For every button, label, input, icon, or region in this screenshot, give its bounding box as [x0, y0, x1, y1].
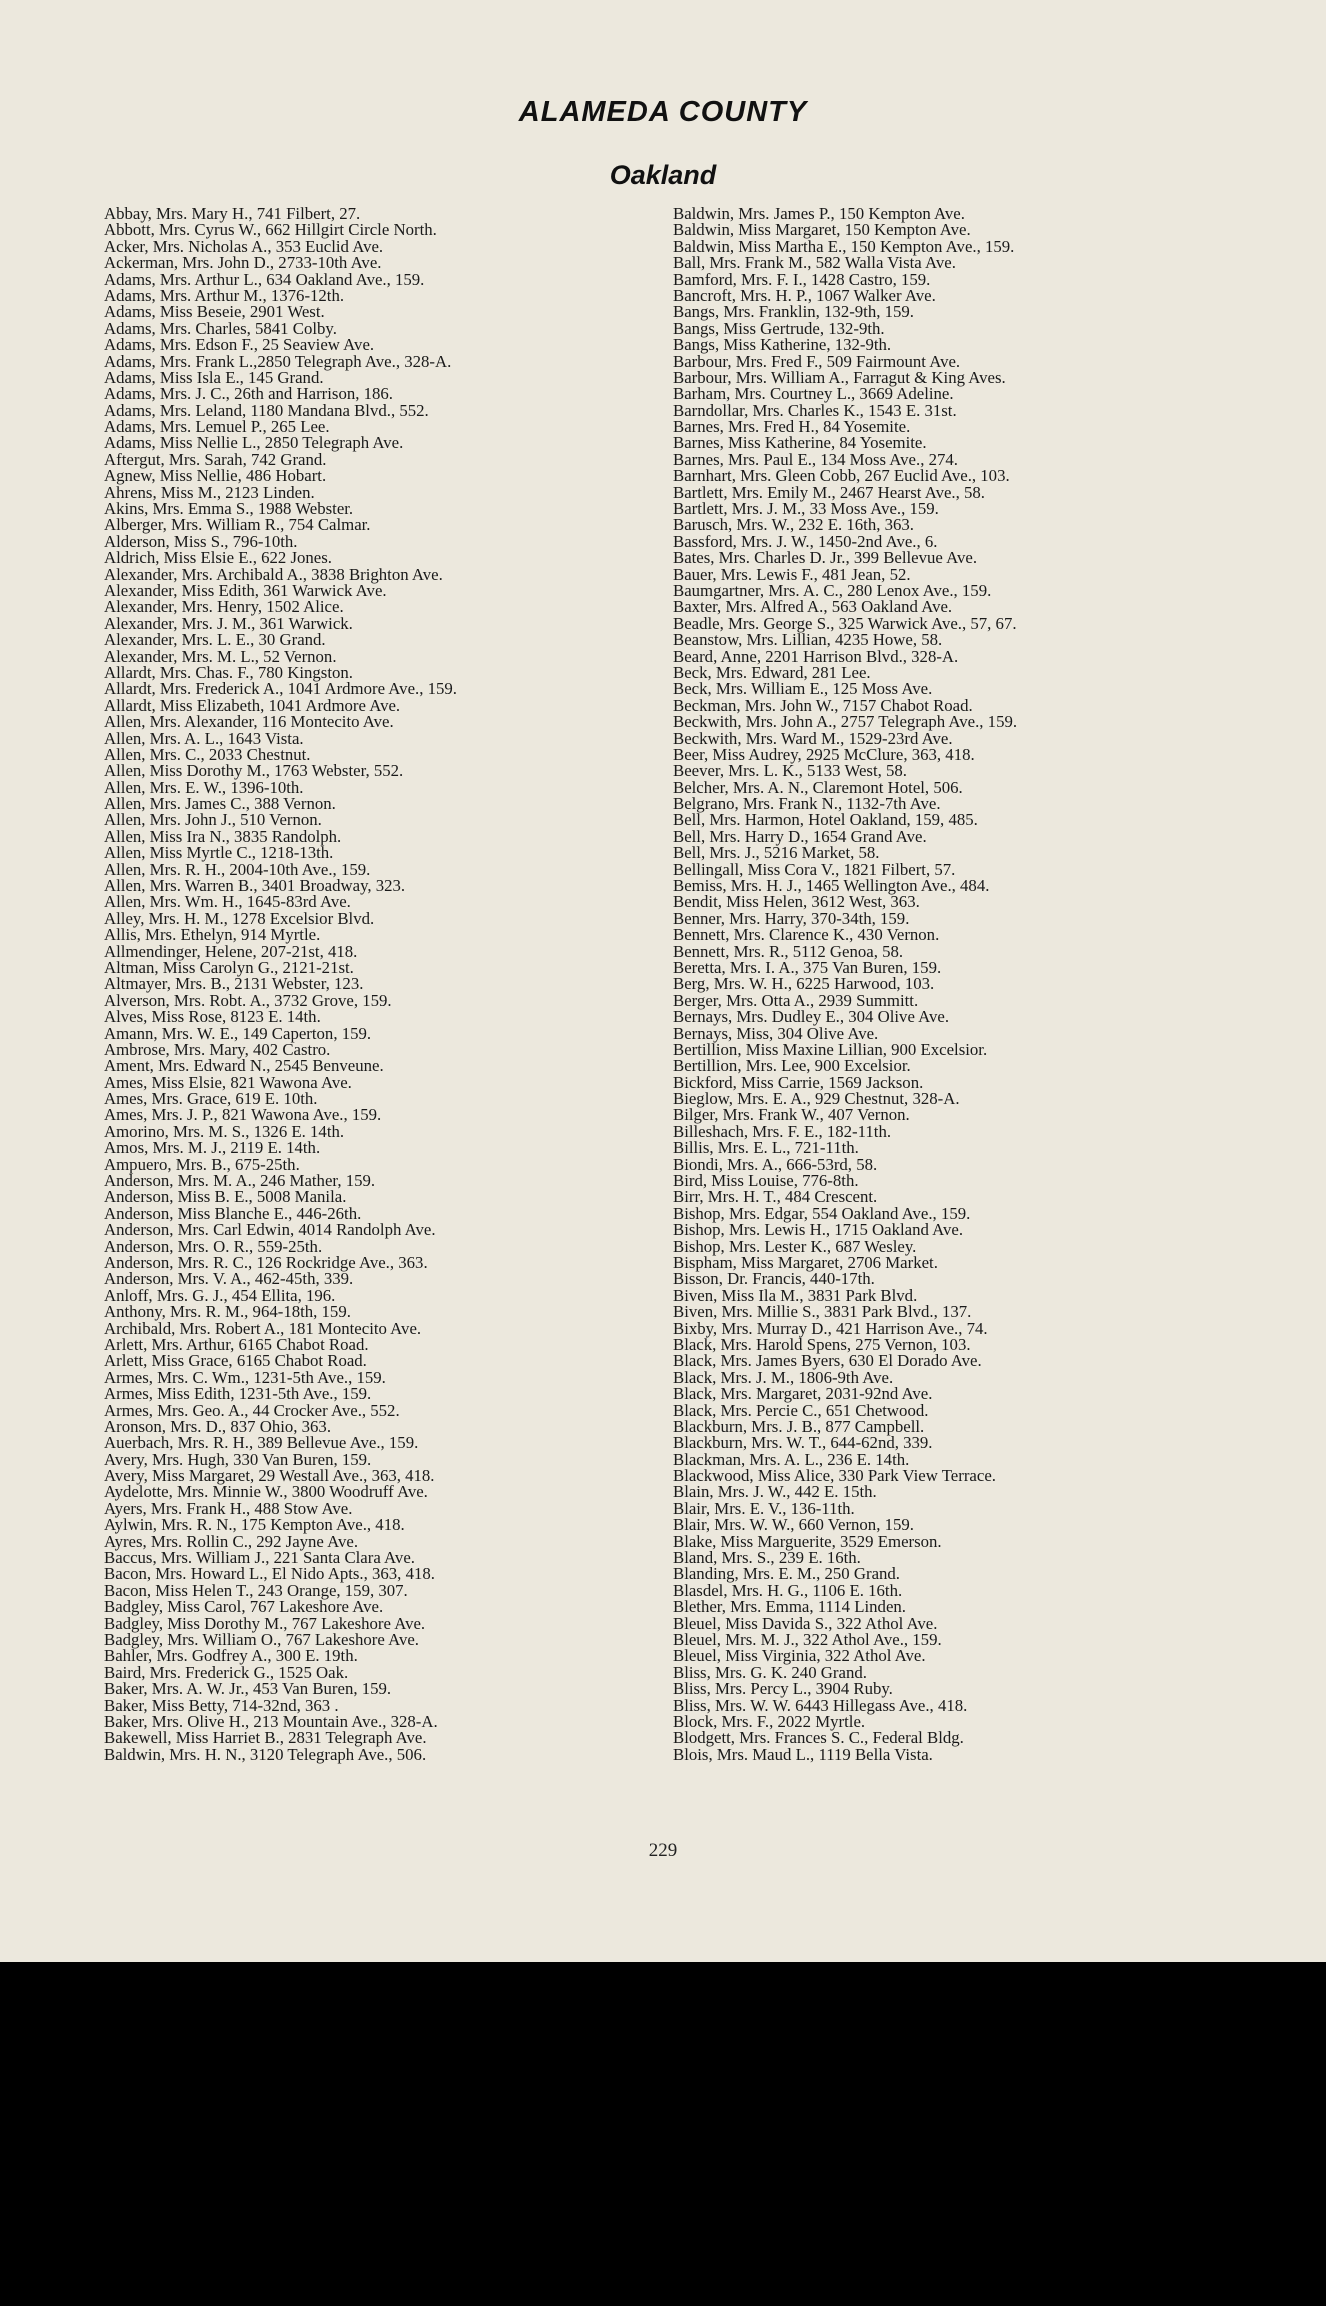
directory-entry: Bendit, Miss Helen, 3612 West, 363. [673, 892, 920, 912]
directory-entry: Beretta, Mrs. I. A., 375 Van Buren, 159. [673, 957, 942, 977]
directory-entry: Ames, Miss Elsie, 821 Wawona Ave. [104, 1072, 352, 1092]
directory-entry: Beer, Miss Audrey, 2925 McClure, 363, 418. [673, 744, 975, 764]
directory-entry: Armes, Mrs. C. Wm., 1231-5th Ave., 159. [104, 1367, 386, 1387]
directory-entry: Black, Mrs. Margaret, 2031-92nd Ave. [673, 1384, 933, 1404]
directory-entry: Blake, Miss Marguerite, 3529 Emerson. [673, 1531, 942, 1551]
directory-entry: Black, Mrs. Harold Spens, 275 Vernon, 103. [673, 1334, 971, 1354]
directory-entry: Bartlett, Mrs. J. M., 33 Moss Ave., 159. [673, 499, 939, 519]
directory-entry: Blackburn, Mrs. W. T., 644-62nd, 339. [673, 1433, 933, 1453]
directory-entry: Altman, Miss Carolyn G., 2121-21st. [104, 957, 354, 977]
directory-entry: Arlett, Mrs. Arthur, 6165 Chabot Road. [104, 1334, 369, 1354]
directory-entry: Belcher, Mrs. A. N., Claremont Hotel, 506. [673, 777, 963, 797]
directory-entry: Belgrano, Mrs. Frank N., 1132-7th Ave. [673, 794, 941, 814]
directory-entry: Allis, Mrs. Ethelyn, 914 Myrtle. [104, 925, 321, 945]
directory-entry: Bahler, Mrs. Godfrey A., 300 E. 19th. [104, 1646, 358, 1666]
directory-entry: Allen, Miss Myrtle C., 1218-13th. [104, 843, 334, 863]
directory-entry: Altmayer, Mrs. B., 2131 Webster, 123. [104, 974, 364, 994]
directory-entry: Beck, Mrs. Edward, 281 Lee. [673, 662, 871, 682]
directory-entry: Baldwin, Mrs. H. N., 3120 Telegraph Ave., 506. [104, 1744, 427, 1764]
directory-entry: Bertillion, Miss Maxine Lillian, 900 Excelsior. [673, 1039, 988, 1059]
directory-entry: Baccus, Mrs. William J., 221 Santa Clara Ave. [104, 1548, 415, 1568]
directory-entry: Bell, Mrs. Harry D., 1654 Grand Ave. [673, 826, 927, 846]
directory-entry: Bleuel, Mrs. M. J., 322 Athol Ave., 159. [673, 1629, 942, 1649]
directory-entry: Bishop, Mrs. Lester K., 687 Wesley. [673, 1236, 917, 1256]
directory-entry: Billis, Mrs. E. L., 721-11th. [673, 1138, 859, 1158]
directory-entry: Adams, Mrs. Charles, 5841 Colby. [104, 318, 337, 338]
directory-entry: Allen, Miss Dorothy M., 1763 Webster, 552. [104, 761, 404, 781]
directory-entry: Auerbach, Mrs. R. H., 389 Bellevue Ave., 159. [104, 1433, 419, 1453]
directory-entry: Ament, Mrs. Edward N., 2545 Benveune. [104, 1056, 384, 1076]
directory-entry: Allardt, Miss Elizabeth, 1041 Ardmore Ave. [104, 695, 401, 715]
directory-entry: Avery, Miss Margaret, 29 Westall Ave., 363, 418. [104, 1466, 435, 1486]
directory-entry: Bartlett, Mrs. Emily M., 2467 Hearst Ave., 58. [673, 482, 985, 502]
directory-entry: Allen, Mrs. Warren B., 3401 Broadway, 323. [104, 876, 406, 896]
directory-entry: Ampuero, Mrs. B., 675-25th. [104, 1154, 300, 1174]
directory-entry: Acker, Mrs. Nicholas A., 353 Euclid Ave. [104, 236, 384, 256]
directory-entry: Allen, Mrs. Wm. H., 1645-83rd Ave. [104, 892, 351, 912]
directory-entry: Baxter, Mrs. Alfred A., 563 Oakland Ave. [673, 597, 953, 617]
directory-entry: Allardt, Mrs. Frederick A., 1041 Ardmore Ave., 159. [104, 679, 457, 699]
county-heading: ALAMEDA COUNTY [518, 96, 808, 128]
directory-entry: Baker, Mrs. A. W. Jr., 453 Van Buren, 159. [104, 1679, 392, 1699]
directory-entry: Bird, Miss Louise, 776-8th. [673, 1171, 859, 1191]
directory-entry: Birr, Mrs. H. T., 484 Crescent. [673, 1187, 878, 1207]
directory-entry: Abbay, Mrs. Mary H., 741 Filbert, 27. [104, 204, 361, 223]
directory-entry: Barham, Mrs. Courtney L., 3669 Adeline. [673, 384, 954, 404]
directory-entry: Amann, Mrs. W. E., 149 Caperton, 159. [104, 1023, 372, 1043]
directory-entry: Badgley, Miss Dorothy M., 767 Lakeshore Ave. [104, 1613, 426, 1633]
directory-entry: Archibald, Mrs. Robert A., 181 Montecito Ave. [104, 1318, 422, 1338]
directory-entry: Bliss, Mrs. G. K. 240 Grand. [673, 1662, 867, 1682]
directory-entry: Black, Mrs. James Byers, 630 El Dorado Ave. [673, 1351, 982, 1371]
directory-entry: Alexander, Mrs. M. L., 52 Vernon. [104, 646, 337, 666]
directory-entry: Bennett, Mrs. R., 5112 Genoa, 58. [673, 941, 904, 961]
directory-entry: Baumgartner, Mrs. A. C., 280 Lenox Ave., 159. [673, 580, 992, 600]
directory-entry: Blain, Mrs. J. W., 442 E. 15th. [673, 1482, 877, 1502]
directory-entry: Armes, Miss Edith, 1231-5th Ave., 159. [104, 1384, 372, 1404]
directory-entry: Beck, Mrs. William E., 125 Moss Ave. [673, 679, 933, 699]
directory-entry: Barbour, Mrs. William A., Farragut & King Aves. [673, 367, 1006, 387]
directory-entry: Alberger, Mrs. William R., 754 Calmar. [104, 515, 371, 535]
directory-entry: Bassford, Mrs. J. W., 1450-2nd Ave., 6. [673, 531, 938, 551]
directory-entry: Ackerman, Mrs. John D., 2733-10th Ave. [104, 253, 382, 273]
directory-entry: Ball, Mrs. Frank M., 582 Walla Vista Ave. [673, 253, 956, 273]
directory-entry: Bakewell, Miss Harriet B., 2831 Telegraph Ave. [104, 1728, 427, 1748]
directory-entry: Beever, Mrs. L. K., 5133 West, 58. [673, 761, 907, 781]
city-heading: Oakland [609, 160, 717, 190]
directory-entry: Allen, Mrs. Alexander, 116 Montecito Ave. [104, 712, 394, 732]
directory-entry: Amorino, Mrs. M. S., 1326 E. 14th. [104, 1121, 345, 1141]
directory-entry: Bleuel, Miss Davida S., 322 Athol Ave. [673, 1613, 938, 1633]
directory-entry: Bacon, Miss Helen T., 243 Orange, 159, 307. [104, 1580, 408, 1600]
directory-entry: Alexander, Mrs. Henry, 1502 Alice. [104, 597, 344, 617]
page-number: 229 [648, 1840, 678, 1861]
directory-entry: Aronson, Mrs. D., 837 Ohio, 363. [104, 1416, 332, 1436]
directory-entry: Armes, Mrs. Geo. A., 44 Crocker Ave., 552. [104, 1400, 400, 1420]
directory-entry: Alley, Mrs. H. M., 1278 Excelsior Blvd. [104, 908, 375, 928]
directory-entry: Anderson, Miss Blanche E., 446-26th. [104, 1203, 362, 1223]
directory-entry: Barbour, Mrs. Fred F., 509 Fairmount Ave. [673, 351, 961, 371]
directory-entry: Allen, Mrs. C., 2033 Chestnut. [104, 744, 311, 764]
directory-entry: Bangs, Miss Gertrude, 132-9th. [673, 318, 885, 338]
directory-entry: Bishop, Mrs. Edgar, 554 Oakland Ave., 159. [673, 1203, 971, 1223]
directory-entry: Bernays, Miss, 304 Olive Ave. [673, 1023, 879, 1043]
directory-entry: Alexander, Miss Edith, 361 Warwick Ave. [104, 580, 387, 600]
directory-entry: Bangs, Mrs. Franklin, 132-9th, 159. [673, 302, 914, 322]
right-column-list [673, 206, 1233, 1763]
directory-entry: Alexander, Mrs. Archibald A., 3838 Brighton Ave. [104, 564, 443, 584]
directory-entry: Bieglow, Mrs. E. A., 929 Chestnut, 328-A. [673, 1089, 960, 1109]
directory-entry: Bacon, Mrs. Howard L., El Nido Apts., 363, 418. [104, 1564, 435, 1584]
directory-entry: Adams, Mrs. Frank L.,2850 Telegraph Ave., 328-A. [104, 351, 452, 371]
directory-entry: Adams, Miss Isla E., 145 Grand. [104, 367, 324, 387]
directory-entry: Blair, Mrs. W. W., 660 Vernon, 159. [673, 1515, 914, 1535]
directory-entry: Bellingall, Miss Cora V., 1821 Filbert, 57. [673, 859, 956, 879]
directory-entry: Adams, Mrs. Lemuel P., 265 Lee. [104, 417, 330, 437]
directory-entry: Blois, Mrs. Maud L., 1119 Bella Vista. [673, 1744, 933, 1764]
directory-entry: Blether, Mrs. Emma, 1114 Linden. [673, 1597, 906, 1617]
directory-entry: Allen, Mrs. E. W., 1396-10th. [104, 777, 304, 797]
directory-entry: Beckwith, Mrs. Ward M., 1529-23rd Ave. [673, 728, 953, 748]
directory-entry: Bamford, Mrs. F. I., 1428 Castro, 159. [673, 269, 931, 289]
directory-entry: Aftergut, Mrs. Sarah, 742 Grand. [104, 449, 327, 469]
directory-entry: Barnes, Mrs. Paul E., 134 Moss Ave., 274. [673, 449, 958, 469]
directory-entry: Baird, Mrs. Frederick G., 1525 Oak. [104, 1662, 349, 1682]
directory-entry: Blodgett, Mrs. Frances S. C., Federal Bldg. [673, 1728, 964, 1748]
directory-entry: Adams, Mrs. Arthur L., 634 Oakland Ave., 159. [104, 269, 425, 289]
directory-entry: Abbott, Mrs. Cyrus W., 662 Hillgirt Circle North. [104, 220, 437, 240]
directory-entry: Barndollar, Mrs. Charles K., 1543 E. 31st. [673, 400, 957, 420]
directory-entry: Berg, Mrs. W. H., 6225 Harwood, 103. [673, 974, 935, 994]
directory-entry: Baldwin, Mrs. James P., 150 Kempton Ave. [673, 204, 965, 223]
directory-entry: Allen, Miss Ira N., 3835 Randolph. [104, 826, 342, 846]
directory-entry: Biven, Mrs. Millie S., 3831 Park Blvd., 137. [673, 1302, 972, 1322]
directory-entry: Blackburn, Mrs. J. B., 877 Campbell. [673, 1416, 925, 1436]
directory-entry: Adams, Mrs. Edson F., 25 Seaview Ave. [104, 335, 375, 355]
directory-entry: Baker, Mrs. Olive H., 213 Mountain Ave., 328-A. [104, 1711, 438, 1731]
directory-entry: Bell, Mrs. Harmon, Hotel Oakland, 159, 485. [673, 810, 978, 830]
directory-entry: Allen, Mrs. John J., 510 Vernon. [104, 810, 322, 830]
directory-entry: Bliss, Mrs. Percy L., 3904 Ruby. [673, 1679, 893, 1699]
directory-entry: Adams, Miss Nellie L., 2850 Telegraph Ave. [104, 433, 404, 453]
directory-entry: Alexander, Mrs. L. E., 30 Grand. [104, 630, 326, 650]
directory-entry: Bliss, Mrs. W. W. 6443 Hillegass Ave., 418. [673, 1695, 968, 1715]
directory-entry: Anderson, Mrs. O. R., 559-25th. [104, 1236, 323, 1256]
directory-entry: Alderson, Miss S., 796-10th. [104, 531, 298, 551]
directory-entry: Ayers, Mrs. Frank H., 488 Stow Ave. [104, 1498, 353, 1518]
directory-entry: Alverson, Mrs. Robt. A., 3732 Grove, 159. [104, 990, 392, 1010]
directory-entry: Avery, Mrs. Hugh, 330 Van Buren, 159. [104, 1449, 372, 1469]
directory-entry: Allmendinger, Helene, 207-21st, 418. [104, 941, 358, 961]
directory-entry: Adams, Miss Beseie, 2901 West. [104, 302, 325, 322]
directory-entry: Bernays, Mrs. Dudley E., 304 Olive Ave. [673, 1007, 950, 1027]
directory-entry: Allardt, Mrs. Chas. F., 780 Kingston. [104, 662, 353, 682]
directory-entry: Bland, Mrs. S., 239 E. 16th. [673, 1548, 861, 1568]
directory-entry: Beadle, Mrs. George S., 325 Warwick Ave., 57, 67. [673, 613, 1017, 633]
directory-entry: Biondi, Mrs. A., 666-53rd, 58. [673, 1154, 878, 1174]
directory-entry: Aydelotte, Mrs. Minnie W., 3800 Woodruff Ave. [104, 1482, 428, 1502]
directory-entry: Bertillion, Mrs. Lee, 900 Excelsior. [673, 1056, 911, 1076]
directory-entry: Bauer, Mrs. Lewis F., 481 Jean, 52. [673, 564, 911, 584]
directory-entry: Anthony, Mrs. R. M., 964-18th, 159. [104, 1302, 351, 1322]
directory-entry: Anloff, Mrs. G. J., 454 Ellita, 196. [104, 1285, 336, 1305]
directory-entry: Bispham, Miss Margaret, 2706 Market. [673, 1253, 938, 1272]
directory-entry: Allen, Mrs. A. L., 1643 Vista. [104, 728, 304, 748]
directory-entry: Alves, Miss Rose, 8123 E. 14th. [104, 1007, 321, 1027]
directory-entry: Beckwith, Mrs. John A., 2757 Telegraph Ave., 159. [673, 712, 1018, 732]
directory-entry: Black, Mrs. Percie C., 651 Chetwood. [673, 1400, 929, 1420]
directory-entry: Ambrose, Mrs. Mary, 402 Castro. [104, 1039, 331, 1059]
directory-entry: Bangs, Miss Katherine, 132-9th. [673, 335, 892, 355]
directory-entry: Ayres, Mrs. Rollin C., 292 Jayne Ave. [104, 1531, 359, 1551]
directory-entry: Arlett, Miss Grace, 6165 Chabot Road. [104, 1351, 367, 1371]
directory-entry: Blackman, Mrs. A. L., 236 E. 14th. [673, 1449, 910, 1469]
left-column-list [104, 206, 664, 1763]
directory-entry: Anderson, Mrs. Carl Edwin, 4014 Randolph Ave. [104, 1220, 436, 1240]
directory-entry: Anderson, Mrs. V. A., 462-45th, 339. [104, 1269, 354, 1289]
directory-entry: Billeshach, Mrs. F. E., 182-11th. [673, 1121, 892, 1141]
directory-entry: Black, Mrs. J. M., 1806-9th Ave. [673, 1367, 894, 1387]
directory-entry: Baldwin, Miss Margaret, 150 Kempton Ave. [673, 220, 971, 240]
directory-entry: Alexander, Mrs. J. M., 361 Warwick. [104, 613, 353, 633]
directory-entry: Block, Mrs. F., 2022 Myrtle. [673, 1711, 866, 1731]
directory-entry: Amos, Mrs. M. J., 2119 E. 14th. [104, 1138, 321, 1158]
directory-entry: Ames, Mrs. Grace, 619 E. 10th. [104, 1089, 318, 1109]
directory-entry: Anderson, Mrs. R. C., 126 Rockridge Ave., 363. [104, 1253, 428, 1272]
directory-entry: Barusch, Mrs. W., 232 E. 16th, 363. [673, 515, 914, 535]
directory-entry: Adams, Mrs. Leland, 1180 Mandana Blvd., 552. [104, 400, 429, 420]
directory-entry: Benner, Mrs. Harry, 370-34th, 159. [673, 908, 910, 928]
directory-entry: Aldrich, Miss Elsie E., 622 Jones. [104, 548, 332, 568]
directory-entry: Adams, Mrs. J. C., 26th and Harrison, 186. [104, 384, 393, 404]
directory-entry: Blanding, Mrs. E. M., 250 Grand. [673, 1564, 900, 1584]
directory-entry: Barnhart, Mrs. Gleen Cobb, 267 Euclid Ave., 103. [673, 466, 1010, 486]
directory-entry: Akins, Mrs. Emma S., 1988 Webster. [104, 499, 354, 519]
directory-entry: Bishop, Mrs. Lewis H., 1715 Oakland Ave. [673, 1220, 964, 1240]
directory-entry: Baker, Miss Betty, 714-32nd, 363 . [104, 1695, 339, 1715]
directory-entry: Bickford, Miss Carrie, 1569 Jackson. [673, 1072, 924, 1092]
directory-entry: Barnes, Miss Katherine, 84 Yosemite. [673, 433, 927, 453]
directory-entry: Anderson, Miss B. E., 5008 Manila. [104, 1187, 347, 1207]
directory-entry: Badgley, Mrs. William O., 767 Lakeshore Ave. [104, 1629, 419, 1649]
directory-entry: Blasdel, Mrs. H. G., 1106 E. 16th. [673, 1580, 903, 1600]
directory-entry: Blair, Mrs. E. V., 136-11th. [673, 1498, 855, 1518]
directory-entry: Adams, Mrs. Arthur M., 1376-12th. [104, 285, 345, 305]
directory-entry: Aylwin, Mrs. R. N., 175 Kempton Ave., 418. [104, 1515, 405, 1535]
directory-entry: Bates, Mrs. Charles D. Jr., 399 Bellevue Ave. [673, 548, 978, 568]
directory-entry: Ames, Mrs. J. P., 821 Wawona Ave., 159. [104, 1105, 382, 1125]
directory-entry: Allen, Mrs. James C., 388 Vernon. [104, 794, 336, 814]
directory-entry: Bennett, Mrs. Clarence K., 430 Vernon. [673, 925, 940, 945]
directory-entry: Allen, Mrs. R. H., 2004-10th Ave., 159. [104, 859, 371, 879]
directory-entry: Beckman, Mrs. John W., 7157 Chabot Road. [673, 695, 973, 715]
directory-entry: Bisson, Dr. Francis, 440-17th. [673, 1269, 875, 1289]
directory-entry: Barnes, Mrs. Fred H., 84 Yosemite. [673, 417, 911, 437]
directory-entry: Ahrens, Miss M., 2123 Linden. [104, 482, 315, 502]
directory-entry: Bilger, Mrs. Frank W., 407 Vernon. [673, 1105, 910, 1125]
directory-entry: Berger, Mrs. Otta A., 2939 Summitt. [673, 990, 919, 1010]
directory-entry: Anderson, Mrs. M. A., 246 Mather, 159. [104, 1171, 376, 1191]
directory-entry: Bixby, Mrs. Murray D., 421 Harrison Ave., 74. [673, 1318, 988, 1338]
directory-entry: Agnew, Miss Nellie, 486 Hobart. [104, 466, 327, 486]
directory-entry: Bemiss, Mrs. H. J., 1465 Wellington Ave., 484. [673, 876, 990, 896]
directory-entry: Biven, Miss Ila M., 3831 Park Blvd. [673, 1285, 918, 1305]
directory-entry: Blackwood, Miss Alice, 330 Park View Terrace. [673, 1466, 996, 1486]
directory-entry: Beanstow, Mrs. Lillian, 4235 Howe, 58. [673, 630, 943, 650]
directory-entry: Bancroft, Mrs. H. P., 1067 Walker Ave. [673, 285, 936, 305]
directory-entry: Baldwin, Miss Martha E., 150 Kempton Ave., 159. [673, 236, 1015, 256]
directory-entry: Bell, Mrs. J., 5216 Market, 58. [673, 843, 880, 863]
directory-entry: Bleuel, Miss Virginia, 322 Athol Ave. [673, 1646, 926, 1666]
directory-entry: Beard, Anne, 2201 Harrison Blvd., 328-A. [673, 646, 959, 666]
directory-entry: Badgley, Miss Carol, 767 Lakeshore Ave. [104, 1597, 384, 1617]
